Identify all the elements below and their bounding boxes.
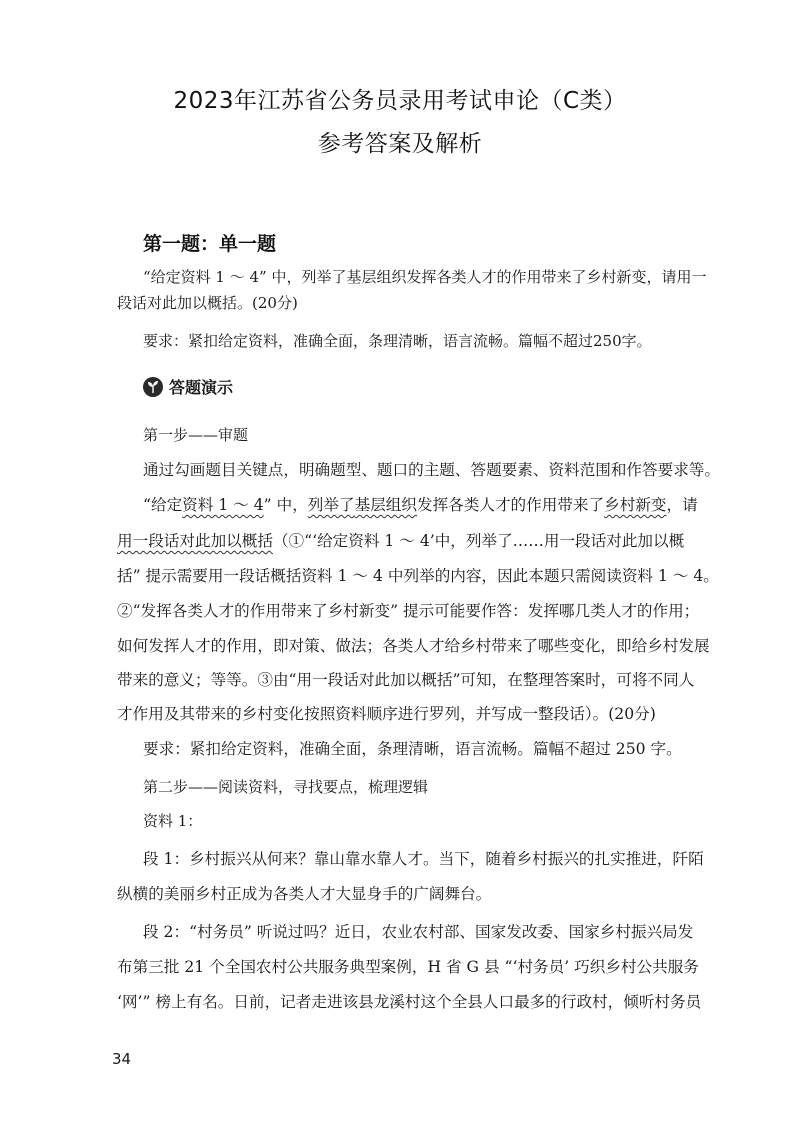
material1-para2-line-1: 段 2：“村务员” 听说过吗？近日，农业农村部、国家发改委、国家乡村振兴局发 bbox=[143, 923, 694, 941]
step1-paragraph-1: 通过勾画题目关键点，明确题型、题口的主题、答题要素、资料范围和作答要求等。 bbox=[143, 461, 720, 479]
step1-line-4: ②“发挥各类人才的作用带来了乡村新变” 提示可能要作答：发挥哪几类人才的作用； bbox=[117, 602, 700, 620]
question-requirement: 要求：紧扣给定资料，准确全面，条理清晰，语言流畅。篇幅不超过250字。 bbox=[143, 332, 652, 350]
marked-span: 资料 1 ～ 4 bbox=[182, 496, 264, 514]
material1-para2-line-2: 布第三批 21 个全国农村公共服务典型案例，H 省 G 县 “‘村务员’ 巧织乡村公共服务 bbox=[117, 958, 699, 976]
step2-title: 第二步——阅读资料，寻找要点，梳理逻辑 bbox=[143, 778, 429, 796]
page-number: 34 bbox=[112, 1050, 132, 1068]
text-span: ，请 bbox=[666, 496, 698, 514]
text-span: ” 中， bbox=[263, 496, 308, 514]
answer-demo-heading bbox=[143, 375, 233, 398]
step1-line-5: 如何发挥人才的作用，即对策、做法；各类人才给乡村带来了哪些变化，即给乡村发展 bbox=[117, 637, 710, 655]
step1-annotated-line-1 bbox=[143, 493, 743, 515]
text-span: （①“‘给定资料 1 ～ 4’中，列举了……用一段话对此加以概 bbox=[272, 532, 685, 550]
page-subtitle: 参考答案及解析 bbox=[317, 131, 483, 157]
text-span: 发挥各类人才的作用带来了 bbox=[416, 496, 605, 514]
section-heading: 第一题：单一题 bbox=[143, 233, 277, 255]
step1-line-7: 才作用及其带来的乡村变化按照资料顺序进行罗列，并写成一整段话）。(20分) bbox=[117, 705, 656, 723]
marked-span: 列举了 bbox=[307, 496, 355, 514]
material1-para2-line-3: ‘网’” 榜上有名。日前，记者走进该县龙溪村这个全县人口最多的行政村，倾听村务员 bbox=[117, 993, 702, 1011]
step1-title: 第一步——审题 bbox=[143, 426, 249, 444]
page-title: 2023年江苏省公务员录用考试申论（C类） bbox=[173, 88, 627, 114]
material1-para1-line-2: 纵横的美丽乡村正成为各类人才大显身手的广阔舞台。 bbox=[117, 885, 492, 903]
text-span: “给定 bbox=[143, 496, 183, 514]
material-label: 资料 1： bbox=[143, 812, 203, 830]
sprout-icon bbox=[143, 377, 163, 397]
step1-line-6: 带来的意义；等等。③由“用一段话对此加以概括”可知，在整理答案时，可将不同人 bbox=[117, 671, 695, 689]
answer-demo-label: 答题演示 bbox=[169, 378, 234, 397]
step1-line-3: 括” 提示需要用一段话概括资料 1 ～ 4 中列举的内容，因此本题只需阅读资料 1 ～ 4。 bbox=[117, 567, 719, 585]
step1-annotated-line-2 bbox=[117, 529, 717, 551]
marked-span: 基层组织 bbox=[354, 496, 417, 514]
material1-para1-line-1: 段 1：乡村振兴从何来？靠山靠水靠人才。当下，随着乡村振兴的扎实推进，阡陌 bbox=[143, 850, 704, 868]
step1-requirement: 要求：紧扣给定资料，准确全面，条理清晰，语言流畅。篇幅不超过 250 字。 bbox=[143, 740, 682, 758]
marked-span: 乡村新变 bbox=[604, 496, 667, 514]
question-line-2: 段话对此加以概括。(20分) bbox=[117, 294, 298, 312]
marked-span: 用一段话对此加以概括 bbox=[117, 532, 273, 550]
question-line-1: “给定资料 1 ～ 4” 中，列举了基层组织发挥各类人才的作用带来了乡村新变，请用一 bbox=[143, 268, 707, 286]
